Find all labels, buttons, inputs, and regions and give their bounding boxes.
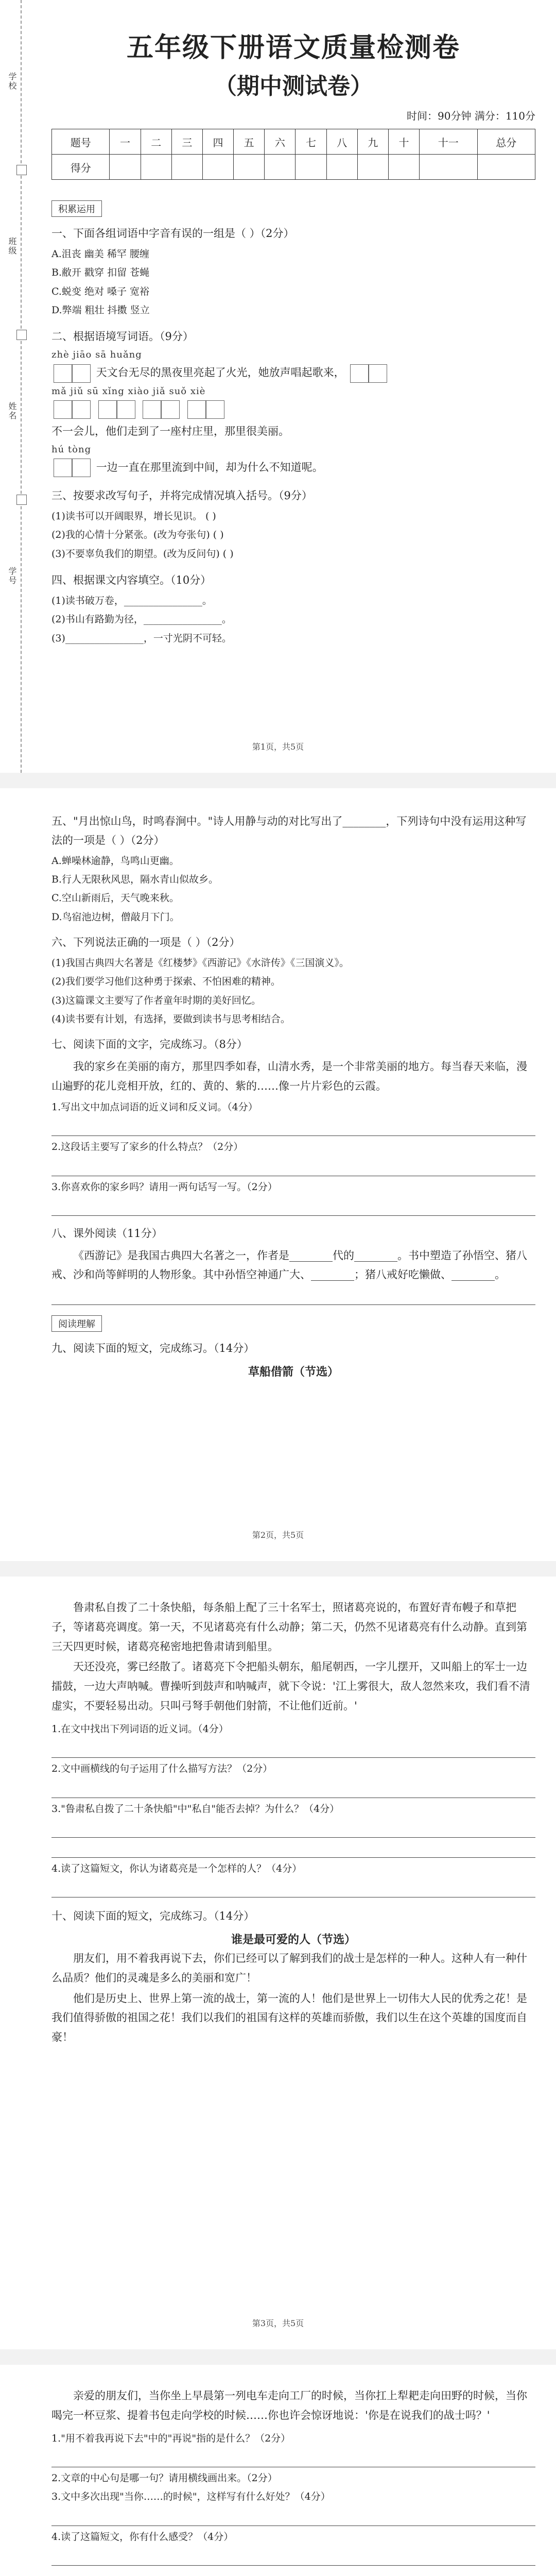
answer-line[interactable]: [51, 1118, 535, 1136]
passage-paragraph: 鲁肃私自拨了二十条快船，每条船上配了三十名军士，照诸葛亮说的，布置好青布幔子和草把子，等诸葛亮调度。第一天，不见诸葛亮有什么动静；第二天，仍然不见诸葛亮有什么动静。直到第三天四更时候，诸葛亮秘密地把鲁肃请到船里。: [51, 1601, 527, 1653]
q9-sub: 3."鲁肃私自拨了二十条快船"中"私自"能否去掉？为什么？（4分）: [51, 1803, 340, 1815]
score-value-row: [52, 155, 535, 180]
page-1-content: [51, 21, 535, 732]
answer-line[interactable]: [51, 2449, 535, 2467]
q6-item: (4)读书要有计划，有选择，要做到读书与思考相结合。: [51, 1013, 290, 1025]
page-3: [0, 1577, 556, 2349]
passage-paragraph: 天还没亮，雾已经散了。诸葛亮下令把船头朝东，船尾朝西，一字儿摆开，又叫船上的军士一边擂鼓，一边大声呐喊。曹操听到鼓声和呐喊声，就下令说：'江上雾很大，敌人忽然来攻，我们看不清虚实，不要轻易出动。只叫弓弩手朝他们射箭，不让他们近前。': [51, 1660, 530, 1712]
page-2: [0, 788, 556, 1561]
question-6: 六、下列说法正确的一项是（ ）（2分）: [51, 936, 240, 949]
passage-paragraph: 亲爱的朋友们，当你坐上早晨第一列电车走向工厂的时候，当你扛上犁耙走向田野的时候，当你喝完一杯豆浆、提着书包走向学校的时候……你也许会惊讶地说：'你是在说我们的战士吗？': [51, 2389, 527, 2421]
question-7: 七、阅读下面的文字，完成练习。（8分）: [51, 1038, 248, 1051]
q7-passage: 我的家乡在美丽的南方，那里四季如春，山清水秀，是一个非常美丽的地方。每当春天来临，漫山遍野的花儿竞相开放，红的、黄的、紫的……像一片片彩色的云霞。: [51, 1060, 527, 1092]
char-grid[interactable]: [143, 400, 180, 419]
score-cell: 九: [357, 129, 388, 155]
margin-box: [16, 165, 27, 175]
page-2-content: [51, 809, 535, 1520]
q9-sub: 1.在文中找出下列词语的近义词。（4分）: [51, 1723, 229, 1735]
q2-line: [51, 400, 535, 419]
score-input-cell[interactable]: [296, 155, 326, 180]
question-2: 二、根据语境写词语。（9分）: [51, 330, 194, 343]
q6-item: (2)我们要学习他们这种勇于探索、不怕困难的精神。: [51, 976, 281, 988]
page-4-content: [51, 2385, 535, 2576]
page-footer: 第3页，共5页: [252, 2318, 304, 2328]
score-cell: 四: [202, 129, 233, 155]
answer-line[interactable]: [51, 1840, 535, 1858]
score-input-cell[interactable]: [202, 155, 233, 180]
page-gap: [0, 1561, 556, 1577]
score-table: [51, 129, 535, 180]
score-cell: 一: [110, 129, 141, 155]
exam-subtitle: （期中测试卷）: [214, 73, 373, 99]
q1-row: B.敝开 戳穿 扣留 苍蝇: [51, 267, 150, 279]
question-9: 九、阅读下面的短文，完成练习。（14分）: [51, 1342, 255, 1355]
answer-line[interactable]: [51, 1879, 535, 1897]
score-cell: 三: [171, 129, 202, 155]
score-cell: 题号: [52, 129, 110, 155]
q2-line: [51, 458, 535, 478]
char-grid[interactable]: [350, 364, 387, 383]
page-4: [0, 2365, 556, 2576]
answer-line[interactable]: [51, 1820, 535, 1838]
score-cell: 十: [388, 129, 419, 155]
score-cell: 得分: [52, 155, 110, 180]
page-gap: [0, 2349, 556, 2365]
q3-item: (2)我的心情十分紧张。(改为夸张句) ( ): [51, 529, 224, 541]
page-gap: [0, 773, 556, 788]
page-1: [0, 0, 556, 773]
margin-box: [16, 330, 27, 340]
q10-sub: 1."用不着我再说下去"中的"再说"指的是什么？（2分）: [51, 2432, 291, 2444]
q9-sub: 2.文中画横线的句子运用了什么描写方法？（2分）: [51, 1763, 273, 1775]
q6-item: (1)我国古典四大名著是《红楼梦》《西游记》《水浒传》《三国演义》。: [51, 957, 349, 969]
answer-line[interactable]: [51, 1740, 535, 1758]
margin-label-name: 姓名: [7, 402, 17, 420]
section-tag-basic: 积累运用: [51, 200, 102, 217]
question-8: 八、课外阅读（11分）: [51, 1227, 163, 1240]
q9-sub: 4.读了这篇短文，你认为诸葛亮是一个怎样的人？（4分）: [51, 1862, 302, 1874]
margin-label-class: 班级: [7, 237, 17, 256]
margin-label-school: 学校: [7, 72, 17, 91]
answer-line[interactable]: [51, 1158, 535, 1176]
score-cell: 五: [234, 129, 265, 155]
passage-paragraph: 朋友们，用不着我再说下去，你们已经可以了解到我们的战士是怎样的一种人。这种人有一种什么品质？他们的灵魂是多么的美丽和宽广！: [51, 1952, 527, 1984]
char-grid[interactable]: [98, 400, 135, 419]
answer-line[interactable]: [51, 2508, 535, 2526]
score-input-cell[interactable]: [388, 155, 419, 180]
q1-row: C.蜕变 绝对 嗓子 宽裕: [51, 285, 150, 297]
q4-item: (3)________________，一寸光阴不可轻。: [51, 632, 232, 644]
q7-sub: 3.你喜欢你的家乡吗？请用一两句话写一写。（2分）: [51, 1181, 277, 1193]
q10-sub: 2.文章的中心句是哪一句？请用横线画出来。（2分）: [51, 2472, 277, 2484]
score-cell: 二: [141, 129, 171, 155]
binding-line: [21, 0, 22, 773]
q3-item: (1)读书可以开阔眼界，增长见识。 ( ): [51, 511, 216, 522]
q4-item: (1)读书破万卷，________________。: [51, 595, 212, 606]
answer-line[interactable]: [51, 1198, 535, 1216]
q3-item: (3)不要辜负我们的期望。(改为反问句) ( ): [51, 548, 234, 560]
q8-passage: 《西游记》是我国古典四大名著之一，作者是________代的________。书中塑造了孙悟空、猪八戒、沙和尚等鲜明的人物形象。其中孙悟空神通广大、________；猪八戒好吃懒做、________。: [51, 1249, 527, 1281]
score-cell: 十一: [420, 129, 477, 155]
q4-item: (2)书山有路勤为径，________________。: [51, 614, 232, 625]
margin-box: [16, 495, 27, 505]
q1-row: D.弊端 粗壮 抖擞 竖立: [51, 304, 150, 316]
answer-line[interactable]: [51, 1780, 535, 1798]
exam-meta: 时间：90分钟 满分：110分: [407, 110, 535, 122]
score-input-cell[interactable]: [141, 155, 171, 180]
char-grid[interactable]: [54, 364, 91, 383]
char-grid[interactable]: [54, 400, 91, 419]
score-header-row: [52, 129, 535, 155]
score-input-cell[interactable]: [234, 155, 265, 180]
page-3-content: [51, 1597, 535, 2308]
q7-sub: 1.写出文中加点词语的近义词和反义词。（4分）: [51, 1101, 258, 1113]
q2-line: [51, 363, 535, 383]
q2-text: 一边一直在那里流到中间，却为什么不知道呢。: [96, 461, 323, 473]
question-5: 五、"月出惊山鸟，时鸣春涧中。"诗人用静与动的对比写出了________，下列诗句中没有运用这种写法的一项是（ ）（2分）: [51, 815, 527, 846]
score-input-cell[interactable]: [110, 155, 141, 180]
exam-title: 五年级下册语文质量检测卷: [126, 32, 460, 63]
passage-title: 草船借箭（节选）: [248, 1365, 339, 1379]
question-1: 一、下面各组词语中字音有误的一组是（ ）（2分）: [51, 227, 294, 240]
question-10: 十、阅读下面的短文，完成练习。（14分）: [51, 1910, 255, 1923]
margin-label-number: 学号: [7, 567, 17, 585]
char-grid[interactable]: [54, 459, 91, 477]
answer-line[interactable]: [51, 2548, 535, 2566]
binding-margin: [0, 0, 31, 773]
question-4: 四、根据课文内容填空。（10分）: [51, 574, 212, 587]
score-input-cell[interactable]: [420, 155, 477, 180]
pinyin-row: zhè jiāo sā huǎng: [51, 349, 142, 361]
pinyin-row: mǎ jiǔ sū xǐng xiào jiǎ suǒ xiè: [51, 385, 206, 397]
score-cell: 七: [296, 129, 326, 155]
char-grid[interactable]: [187, 400, 224, 419]
pinyin-row: hú tòng: [51, 444, 92, 455]
score-cell: 八: [326, 129, 357, 155]
q5-option: D.鸟宿池边树，僧敲月下门。: [51, 911, 180, 923]
score-input-cell[interactable]: [171, 155, 202, 180]
passage-paragraph: 他们是历史上、世界上第一流的战士，第一流的人！他们是世界上一切伟大人民的优秀之花！是我们值得骄傲的祖国之花！我们以我们的祖国有这样的英雄而骄傲，我们以生在这个英雄的国度而自豪！: [51, 1992, 527, 2044]
score-cell: 总分: [477, 129, 535, 155]
q10-sub: 3.文中多次出现"当你……的时候"，这样写有什么好处？（4分）: [51, 2491, 331, 2503]
answer-line[interactable]: [51, 1287, 535, 1305]
page-footer: 第1页，共5页: [252, 742, 304, 752]
q1-row: A.沮丧 幽美 稀罕 腰缠: [51, 248, 149, 260]
q7-sub: 2.这段话主要写了家乡的什么特点？（2分）: [51, 1141, 244, 1153]
q2-text: 天文台无尽的黑夜里亮起了火光，她放声唱起歌来，: [96, 366, 345, 379]
score-input-cell[interactable]: [357, 155, 388, 180]
q5-option: B.行人无限秋风思，隔水青山似故乡。: [51, 873, 219, 885]
section-tag-reading: 阅读理解: [51, 1315, 102, 1332]
q10-sub: 4.读了这篇短文，你有什么感受？（4分）: [51, 2531, 234, 2543]
q2-text-line: 不一会儿，他们走到了一座村庄里，那里很美丽。: [51, 425, 289, 438]
q5-option: A.蝉噪林逾静，鸟鸣山更幽。: [51, 855, 179, 867]
score-cell: 六: [265, 129, 296, 155]
passage-title: 谁是最可爱的人（节选）: [231, 1933, 356, 1947]
page-footer: 第2页，共5页: [252, 1530, 304, 1540]
score-input-cell[interactable]: [477, 155, 535, 180]
score-input-cell[interactable]: [265, 155, 296, 180]
q6-item: (3)这篇课文主要写了作者童年时期的美好回忆。: [51, 994, 261, 1006]
score-input-cell[interactable]: [326, 155, 357, 180]
q5-option: C.空山新雨后，天气晚来秋。: [51, 892, 179, 904]
question-3: 三、按要求改写句子，并将完成情况填入括号。（9分）: [51, 489, 312, 502]
